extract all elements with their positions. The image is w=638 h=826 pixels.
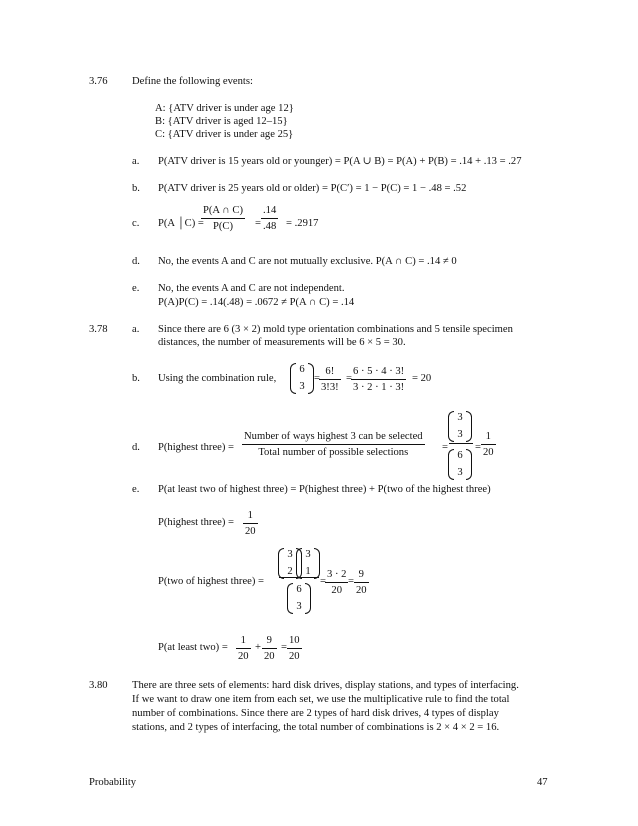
fraction-numerator: 6! [325, 366, 335, 377]
binomial-6-choose-3: 6 3 [453, 451, 467, 478]
fraction-denominator: 3!3! [319, 379, 341, 393]
equals-sign: = [281, 642, 287, 653]
part-c-lhs: P(A │C) = [158, 218, 204, 229]
equals-sign: = [314, 373, 320, 384]
fraction-numerator: 10 [289, 635, 300, 646]
part-b-result: = 20 [412, 373, 432, 384]
ways-fraction [242, 431, 425, 458]
paragraph-line-1: There are three sets of elements: hard disk drives, display stations, and types of interfacing. [132, 680, 519, 691]
footer-section-title: Probability [89, 777, 137, 788]
fraction-numerator: 3 · 2 [327, 569, 347, 580]
part-e-label: e. [132, 283, 140, 294]
result-fraction [481, 431, 496, 458]
fraction-denominator: 20 [262, 648, 277, 662]
binomial-3-choose-1: 3 1 [301, 550, 315, 577]
event-c-definition: C: {ATV driver is under age 25} [155, 129, 294, 140]
fraction-numerator: 6 · 5 · 4 · 3! [353, 366, 405, 377]
equals-sign: = [320, 576, 326, 587]
p-highest-three-lhs: P(highest three) = [158, 517, 234, 528]
fraction-denominator: P(C) [201, 218, 245, 232]
fraction-numerator: 1 [485, 431, 491, 442]
nine-twentieths-fraction [262, 635, 277, 662]
fraction-denominator: 20 [354, 582, 369, 596]
part-b-label: b. [132, 183, 140, 194]
fraction-denominator: .48 [261, 218, 278, 232]
part-a-text-2: distances, the number of measurements will be 6 × 5 = 30. [158, 337, 406, 348]
paragraph-line-2: If we want to draw one item from each set, we use the multiplicative rule to find the total [132, 694, 510, 705]
equals-sign: = [255, 218, 261, 229]
fraction-denominator: 20 [287, 648, 302, 662]
p-two-of-highest-lhs: P(two of highest three) = [158, 576, 265, 587]
p-highest-three-fraction [243, 510, 258, 537]
binomial-6-choose-3: 6 3 [295, 365, 309, 392]
fraction-numerator: 1 [240, 635, 246, 646]
conditional-fraction [201, 205, 245, 232]
part-e-text: P(at least two of highest three) = P(highest three) + P(two of the highest three) [158, 484, 491, 495]
fraction-numerator: .14 [263, 205, 277, 216]
binomial-6-choose-3: 6 3 [292, 585, 306, 612]
p-at-least-two-lhs: P(at least two) = [158, 642, 228, 653]
equals-sign: = [475, 442, 481, 453]
fraction-numerator: P(A ∩ C) [203, 205, 244, 216]
expanded-fraction [351, 366, 406, 393]
equals-sign: = [346, 373, 352, 384]
fraction-denominator: 20 [236, 648, 251, 662]
problem-number-3-76: 3.76 [89, 76, 108, 87]
factorial-fraction [319, 366, 341, 393]
fraction-bar [279, 577, 319, 578]
part-b-label: b. [132, 373, 140, 384]
fraction-denominator: 20 [325, 582, 348, 596]
page-number: 47 [537, 777, 548, 788]
fraction-bar [449, 443, 473, 444]
binomial-3-choose-3: 3 3 [453, 413, 467, 440]
equals-sign: = [442, 442, 448, 453]
nine-twentieths-fraction [354, 569, 369, 596]
part-c-result: = .2917 [286, 218, 319, 229]
problem-number-3-78: 3.78 [89, 324, 108, 335]
ten-twentieths-fraction [287, 635, 302, 662]
part-e-text-1: No, the events A and C are not independent. [158, 283, 345, 294]
part-b-text: Using the combination rule, [158, 373, 277, 384]
value-fraction [261, 205, 278, 232]
problem-intro: Define the following events: [132, 76, 253, 87]
part-d-text: No, the events A and C are not mutually exclusive. P(A ∩ C) = .14 ≠ 0 [158, 256, 457, 267]
part-a-label: a. [132, 324, 140, 335]
event-a-definition: A: {ATV driver is under age 12} [155, 103, 294, 114]
fraction-numerator: 9 [358, 569, 364, 580]
fraction-denominator: 20 [481, 444, 496, 458]
event-b-definition: B: {ATV driver is aged 12–15} [155, 116, 288, 127]
part-b-text: P(ATV driver is 25 years old or older) = P(C′) = 1 − P(C) = 1 − .48 = .52 [158, 183, 467, 194]
part-e-label: e. [132, 484, 140, 495]
fraction-denominator: Total number of possible selections [242, 444, 425, 458]
paragraph-line-4: stations, and 2 types of interfacing, the total number of combinations is 2 × 4 × 2 = 16. [132, 722, 500, 733]
fraction-denominator: 3 · 2 · 1 · 3! [351, 379, 406, 393]
binomial-3-choose-2: 3 2 [283, 550, 297, 577]
part-d-label: d. [132, 256, 140, 267]
part-a-label: a. [132, 156, 140, 167]
problem-number-3-80: 3.80 [89, 680, 108, 691]
part-d-label: d. [132, 442, 140, 453]
plus-sign: + [255, 642, 261, 653]
fraction-numerator: 1 [247, 510, 253, 521]
part-c-label: c. [132, 218, 140, 229]
part-d-lhs: P(highest three) = [158, 442, 234, 453]
one-twentieth-fraction [236, 635, 251, 662]
part-a-text-1: Since there are 6 (3 × 2) mold type orientation combinations and 5 tensile specimen [158, 324, 513, 335]
equals-sign: = [348, 576, 354, 587]
fraction-denominator: 20 [243, 523, 258, 537]
fraction-numerator: Number of ways highest 3 can be selected [244, 431, 423, 442]
fraction-numerator: 9 [266, 635, 272, 646]
part-a-text: P(ATV driver is 15 years old or younger) = P(A ∪ B) = P(A) + P(B) = .14 + .13 = .27 [158, 156, 522, 167]
part-e-text-2: P(A)P(C) = .14(.48) = .0672 ≠ P(A ∩ C) = .14 [158, 297, 355, 308]
product-fraction [325, 569, 348, 596]
paragraph-line-3: number of combinations. Since there are 2 types of hard disk drives, 4 types of display [132, 708, 499, 719]
